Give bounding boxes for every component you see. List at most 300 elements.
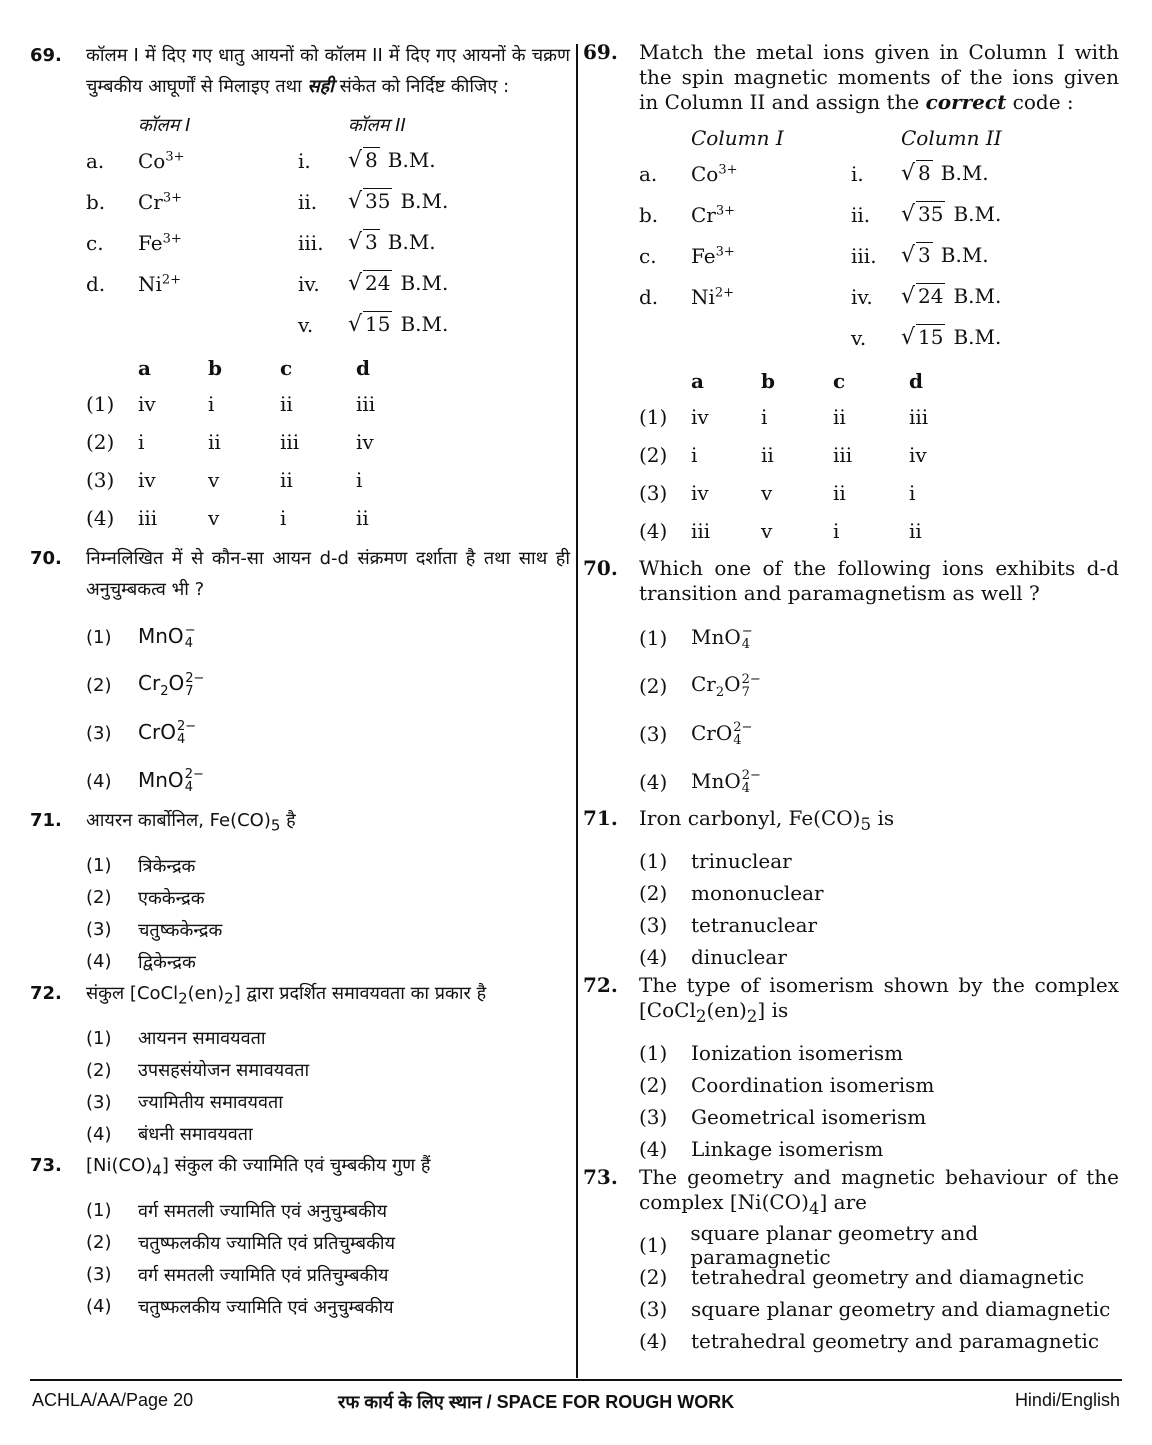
option-number: (4) xyxy=(86,951,112,973)
formula-charge: − xyxy=(741,624,753,640)
chemical-formula xyxy=(138,768,204,795)
roman-numeral: v. xyxy=(298,312,314,337)
magnetic-moment xyxy=(901,284,1041,309)
option xyxy=(86,757,570,805)
ion-symbol: Cr xyxy=(138,189,163,214)
option-number: (4) xyxy=(639,519,668,543)
question-number: 71. xyxy=(30,810,62,831)
unit-label: B.M. xyxy=(400,271,449,295)
sqrt-value: 8 xyxy=(365,148,378,172)
option-number: (4) xyxy=(639,945,668,969)
option-text: चतुष्फलकीय ज्यामिति एवं अनुचुम्बकीय xyxy=(138,1296,394,1318)
sqrt-icon: √ xyxy=(348,312,363,337)
formula-subscript: 7 xyxy=(741,684,750,700)
option-number: (3) xyxy=(86,1091,112,1113)
question-text: $[Ni(CO)_4]$ संकुल की ज्यामिति एवं चुम्बकीय गुण हैं xyxy=(86,1155,431,1180)
code-cell: v xyxy=(208,468,220,492)
code-column-header: c xyxy=(833,369,846,393)
option-text: वर्ग समतली ज्यामिति एवं प्रतिचुम्बकीय xyxy=(138,1264,389,1286)
code-cell: ii xyxy=(356,506,369,530)
sqrt-expression xyxy=(901,202,945,227)
option xyxy=(639,1037,1119,1069)
code-column-header: b xyxy=(761,369,775,393)
code-cell: i xyxy=(909,481,916,505)
code-cell: v xyxy=(208,506,220,530)
code-cell: ii xyxy=(280,468,293,492)
formula-subscript: 7 xyxy=(185,683,194,699)
question-70 xyxy=(583,556,1119,606)
option-number: (1) xyxy=(86,392,115,416)
question-71 xyxy=(30,805,570,842)
chemical-formula xyxy=(138,720,196,747)
option-number: (1) xyxy=(86,1200,112,1222)
unit-label: B.M. xyxy=(953,284,1002,308)
code-cell: iv xyxy=(138,468,156,492)
chemical-formula xyxy=(691,625,753,652)
question-text: The type of isomerism shown by the complex $[CoCl_2(en)_2]$ is xyxy=(639,973,1119,1026)
magnetic-moment xyxy=(901,243,1041,268)
option xyxy=(639,845,1119,877)
column-1-heading: कॉलम I xyxy=(138,115,191,136)
question-number: 73. xyxy=(30,1155,62,1177)
formula-base: CrO xyxy=(138,719,176,744)
code-row xyxy=(639,474,1119,512)
question-73 xyxy=(583,1165,1119,1221)
option-text: mononuclear xyxy=(691,881,824,905)
column-2-heading: कॉलम II xyxy=(348,115,406,136)
option-number: (2) xyxy=(639,443,668,467)
option-number: (2) xyxy=(86,430,115,454)
ion-symbol: Fe xyxy=(138,230,163,255)
sqrt-expression xyxy=(901,325,945,350)
q71-options xyxy=(639,845,1119,973)
option xyxy=(639,1101,1119,1133)
formula-base: Cr xyxy=(691,672,716,696)
option-number: (2) xyxy=(86,1232,112,1254)
sqrt-expression xyxy=(348,148,380,173)
question-text: The geometry and magnetic behaviour of the complex $[Ni(CO)_4]$ are xyxy=(639,1165,1119,1218)
code-cell: ii xyxy=(909,519,922,543)
sqrt-value: 3 xyxy=(365,230,378,254)
unit-label: B.M. xyxy=(387,148,436,172)
match-table xyxy=(86,110,570,345)
option-number: (1) xyxy=(86,626,112,648)
ion xyxy=(691,203,851,227)
code-cell: iv xyxy=(691,481,709,505)
formula-charge: 2− xyxy=(733,720,753,736)
code-row xyxy=(86,423,570,461)
chemical-formula xyxy=(691,769,761,796)
code-row xyxy=(86,499,570,537)
option-text: द्विकेन्द्रक xyxy=(138,951,196,973)
option xyxy=(639,1221,1119,1269)
hindi-column xyxy=(30,40,570,1323)
match-row xyxy=(639,235,1119,276)
code-cell: iii xyxy=(356,392,376,416)
match-row xyxy=(639,317,1119,358)
ion-charge: 2+ xyxy=(714,284,735,300)
code-column-header: c xyxy=(280,356,293,380)
option xyxy=(639,614,1119,662)
roman-numeral: iii. xyxy=(851,243,877,268)
match-key: b. xyxy=(86,189,106,214)
match-row xyxy=(639,194,1119,235)
option-text: Ionization isomerism xyxy=(691,1041,904,1065)
option xyxy=(86,1054,570,1086)
sqrt-value: 35 xyxy=(918,202,944,226)
option-text: उपसहसंयोजन समावयवता xyxy=(138,1060,310,1082)
unit-label: B.M. xyxy=(940,243,989,267)
question-70 xyxy=(30,543,570,605)
q71-options xyxy=(86,850,570,978)
formula-charge: − xyxy=(184,623,196,639)
option xyxy=(639,877,1119,909)
match-key: b. xyxy=(639,202,659,227)
sqrt-icon: √ xyxy=(348,230,363,255)
option-number: (4) xyxy=(639,1137,668,1161)
sqrt-expression xyxy=(348,271,392,296)
question-text: संकुल $[CoCl_2(en)_2]$ द्वारा प्रदर्शित समावयवता का प्रकार है xyxy=(86,982,487,1008)
sqrt-value: 24 xyxy=(365,271,391,295)
ion-charge: 3+ xyxy=(162,189,183,205)
option-text: square planar geometry and paramagnetic xyxy=(690,1221,979,1269)
footer-rule xyxy=(30,1379,1122,1381)
code-cell: i xyxy=(356,468,363,492)
roman-numeral: ii. xyxy=(298,189,318,214)
ion-charge: 3+ xyxy=(715,243,735,259)
formula-subscript: 4 xyxy=(184,780,193,796)
option xyxy=(639,1325,1119,1357)
magnetic-moment xyxy=(348,230,488,255)
option-number: (4) xyxy=(86,506,115,530)
code-cell: iii xyxy=(691,519,711,543)
roman-numeral: i. xyxy=(851,161,864,186)
unit-label: B.M. xyxy=(400,312,449,336)
option xyxy=(639,1261,1119,1293)
sqrt-value: 3 xyxy=(918,243,931,267)
option-number: (3) xyxy=(86,722,112,744)
question-number: 72. xyxy=(30,982,62,1004)
code-cell: iii xyxy=(833,443,853,467)
formula-charge: 2− xyxy=(741,768,761,784)
ion xyxy=(138,190,298,214)
option xyxy=(86,1291,570,1323)
code-cell: iv xyxy=(909,443,927,467)
column-1-heading: Column I xyxy=(691,126,784,150)
rough-work-label: रफ कार्य के लिए स्थान / SPACE FOR ROUGH WORK xyxy=(338,1392,735,1412)
option-number: (2) xyxy=(639,1265,668,1289)
ion xyxy=(691,285,851,309)
option-number: (4) xyxy=(639,770,668,794)
code-cell: ii xyxy=(761,443,774,467)
option xyxy=(86,850,570,882)
match-row xyxy=(86,304,570,345)
option-text: चतुष्ककेन्द्रक xyxy=(138,919,223,941)
magnetic-moment xyxy=(348,189,488,214)
option xyxy=(639,1133,1119,1165)
emphasis-word: correct xyxy=(925,90,1007,114)
match-key: d. xyxy=(86,271,106,296)
formula-subscript: 4 xyxy=(176,732,186,748)
option xyxy=(86,946,570,978)
question-text: निम्नलिखित में से कौन-सा आयन d-d संक्रमण दर्शाता है तथा साथ ही अनुचुम्बकत्व भी ? xyxy=(86,548,570,600)
option-number: (1) xyxy=(639,849,668,873)
match-header xyxy=(639,123,1119,153)
question-text: आयरन कार्बोनिल, $Fe(CO)_5$ है xyxy=(86,810,296,835)
code-row xyxy=(639,436,1119,474)
sqrt-value: 24 xyxy=(918,284,944,308)
option xyxy=(86,709,570,757)
ion-symbol: Ni xyxy=(691,284,715,309)
magnetic-moment xyxy=(901,202,1041,227)
sqrt-value: 15 xyxy=(918,325,944,349)
option-text: tetrahedral geometry and paramagnetic xyxy=(691,1329,1100,1353)
option-number: (3) xyxy=(639,1297,668,1321)
ion xyxy=(138,231,298,255)
formula-subscript: 4 xyxy=(184,636,193,652)
code-cell: iv xyxy=(356,430,374,454)
code-cell: iv xyxy=(138,392,156,416)
option-number: (3) xyxy=(86,468,115,492)
unit-label: B.M. xyxy=(400,189,449,213)
english-column xyxy=(583,40,1119,1357)
option-number: (4) xyxy=(86,1123,112,1145)
sqrt-expression xyxy=(348,312,392,337)
code-cell: iii xyxy=(909,405,929,429)
option-number: (1) xyxy=(639,405,668,429)
code-column-header: a xyxy=(138,356,151,380)
code-cell: ii xyxy=(833,405,846,429)
code-cell: ii xyxy=(833,481,846,505)
option-number: (1) xyxy=(86,855,112,877)
ion xyxy=(138,272,298,296)
code-row xyxy=(86,461,570,499)
option-number: (2) xyxy=(86,674,112,696)
option-text: Linkage isomerism xyxy=(691,1137,884,1161)
formula-script xyxy=(185,624,196,650)
option-text: trinuclear xyxy=(691,849,792,873)
code-cell: v xyxy=(761,481,773,505)
sqrt-icon: √ xyxy=(901,161,916,186)
match-header xyxy=(86,110,570,140)
option-number: (3) xyxy=(639,481,668,505)
option-number: (3) xyxy=(639,722,668,746)
ion-charge: 3+ xyxy=(718,161,738,177)
code-cell: i xyxy=(280,506,287,530)
ion-symbol: Co xyxy=(691,161,719,186)
sqrt-icon: √ xyxy=(901,202,916,227)
option-number: (3) xyxy=(86,1264,112,1286)
sqrt-icon: √ xyxy=(901,325,916,350)
option-number: (2) xyxy=(86,1059,112,1081)
formula-subscript: 2 xyxy=(160,684,169,699)
code-row xyxy=(639,398,1119,436)
match-row xyxy=(639,276,1119,317)
chemical-formula xyxy=(691,721,752,748)
sqrt-icon: √ xyxy=(901,284,916,309)
match-row xyxy=(86,181,570,222)
formula-base: CrO xyxy=(691,720,733,745)
option-number: (2) xyxy=(639,674,668,698)
magnetic-moment xyxy=(901,325,1041,350)
formula-base: O xyxy=(168,671,185,695)
match-key: c. xyxy=(639,243,657,268)
formula-charge: 2− xyxy=(176,719,197,735)
ion-charge: 2+ xyxy=(161,271,182,287)
option xyxy=(86,914,570,946)
option xyxy=(86,661,570,709)
option-text: वर्ग समतली ज्यामिति एवं अनुचुम्बकीय xyxy=(138,1200,388,1222)
option-text: ज्यामितीय समावयवता xyxy=(138,1092,283,1114)
question-text: कॉलम I में दिए गए धातु आयनों को कॉलम II में दिए गए आयनों के चक्रण चुम्बकीय आघूर्णों से मिलाइए तथा सही संकेत को निर्दिष्ट कीजिए : xyxy=(86,45,570,97)
question-number: 69. xyxy=(30,45,62,66)
code-header-row xyxy=(86,351,570,385)
match-row xyxy=(86,140,570,181)
sqrt-expression xyxy=(348,230,380,255)
formula-subscript: 2 xyxy=(715,685,725,700)
option-number: (1) xyxy=(639,1233,668,1257)
ion-symbol: Co xyxy=(138,148,166,173)
option-text: चतुष्फलकीय ज्यामिति एवं प्रतिचुम्बकीय xyxy=(138,1232,396,1254)
option xyxy=(639,710,1119,758)
formula-script xyxy=(742,673,761,699)
option-text: tetranuclear xyxy=(691,913,818,937)
question-text: Which one of the following ions exhibits d-d transition and paramagnetism as well ? xyxy=(639,556,1119,605)
code-cell: ii xyxy=(280,392,293,416)
code-cell: i xyxy=(138,430,145,454)
sqrt-value: 35 xyxy=(365,189,391,213)
option-number: (1) xyxy=(639,626,668,650)
ion-symbol: Cr xyxy=(691,202,716,227)
option xyxy=(639,662,1119,710)
question-number: 72. xyxy=(583,973,618,997)
code-cell: iv xyxy=(691,405,709,429)
option xyxy=(639,1293,1119,1325)
formula-script xyxy=(185,768,204,794)
roman-numeral: v. xyxy=(851,325,867,350)
unit-label: B.M. xyxy=(940,161,989,185)
match-row xyxy=(86,222,570,263)
formula-subscript: 4 xyxy=(741,781,751,797)
roman-numeral: iii. xyxy=(298,230,324,255)
question-number: 69. xyxy=(583,40,618,64)
option xyxy=(86,1118,570,1150)
roman-numeral: ii. xyxy=(851,202,871,227)
formula-base: O xyxy=(724,672,741,696)
question-text: Iron carbonyl, $Fe(CO)_5$ is xyxy=(639,806,895,834)
ion xyxy=(691,244,851,268)
ion-symbol: Fe xyxy=(691,243,716,268)
formula-subscript: 4 xyxy=(741,637,751,653)
q72-options xyxy=(639,1037,1119,1165)
match-row xyxy=(639,153,1119,194)
question-number: 70. xyxy=(583,556,618,580)
answer-code-table xyxy=(639,364,1119,550)
formula-base: MnO xyxy=(691,768,741,793)
q72-options xyxy=(86,1022,570,1150)
code-column-header: a xyxy=(691,369,704,393)
answer-code-table xyxy=(86,351,570,537)
sqrt-expression xyxy=(901,284,945,309)
ion-charge: 3+ xyxy=(715,202,736,218)
sqrt-value: 8 xyxy=(918,161,931,185)
q73-options xyxy=(86,1195,570,1323)
match-table xyxy=(639,123,1119,358)
code-column-header: d xyxy=(356,356,370,380)
ion xyxy=(691,162,851,186)
sqrt-icon: √ xyxy=(348,189,363,214)
unit-label: B.M. xyxy=(387,230,436,254)
match-row xyxy=(86,263,570,304)
option xyxy=(86,1227,570,1259)
formula-subscript: 4 xyxy=(733,733,742,749)
option xyxy=(639,758,1119,806)
option xyxy=(639,941,1119,973)
code-cell: i xyxy=(761,405,768,429)
roman-numeral: iv. xyxy=(298,271,320,296)
code-column-header: d xyxy=(909,369,923,393)
question-number: 73. xyxy=(583,1165,618,1189)
option-number: (2) xyxy=(639,881,668,905)
option xyxy=(86,613,570,661)
option xyxy=(86,1259,570,1291)
question-number: 71. xyxy=(583,806,618,830)
question-73 xyxy=(30,1150,570,1187)
unit-label: B.M. xyxy=(953,202,1002,226)
ion-charge: 3+ xyxy=(162,230,182,246)
sqrt-icon: √ xyxy=(348,271,363,296)
column-2-heading: Column II xyxy=(901,126,1002,150)
option-number: (3) xyxy=(639,1105,668,1129)
formula-base: MnO xyxy=(691,624,741,649)
formula-script xyxy=(733,721,752,747)
option-text: square planar geometry and diamagnetic xyxy=(691,1297,1111,1321)
option-text: dinuclear xyxy=(691,945,787,969)
formula-charge: 2− xyxy=(184,767,204,783)
formula-script xyxy=(185,672,204,698)
page-label: ACHLA/AA/Page 20 xyxy=(32,1390,194,1410)
option-number: (2) xyxy=(639,1073,668,1097)
option-number: (3) xyxy=(639,913,668,937)
sqrt-expression xyxy=(348,189,392,214)
sqrt-icon: √ xyxy=(348,148,363,173)
question-69 xyxy=(30,40,570,102)
option xyxy=(639,909,1119,941)
question-text: Match the metal ions given in Column I with the spin magnetic moments of the ions given in Column II and assign the correct code : xyxy=(639,40,1119,114)
code-cell: v xyxy=(761,519,773,543)
option xyxy=(86,1086,570,1118)
code-row xyxy=(86,385,570,423)
code-cell: iii xyxy=(280,430,300,454)
magnetic-moment xyxy=(348,312,488,337)
option-text: आयनन समावयवता xyxy=(138,1028,266,1050)
sqrt-value: 15 xyxy=(365,312,391,336)
formula-script xyxy=(742,625,753,651)
match-rows xyxy=(86,140,570,345)
match-key: a. xyxy=(639,161,658,186)
magnetic-moment xyxy=(348,148,488,173)
emphasis-word: सही xyxy=(307,76,334,97)
match-rows xyxy=(639,153,1119,358)
q70-options xyxy=(639,614,1119,806)
option-number: (4) xyxy=(639,1329,668,1353)
code-cell: i xyxy=(833,519,840,543)
option-number: (3) xyxy=(86,919,112,941)
formula-script xyxy=(742,769,761,795)
formula-base: Cr xyxy=(138,671,161,695)
code-row xyxy=(639,512,1119,550)
formula-charge: 2− xyxy=(741,671,761,687)
